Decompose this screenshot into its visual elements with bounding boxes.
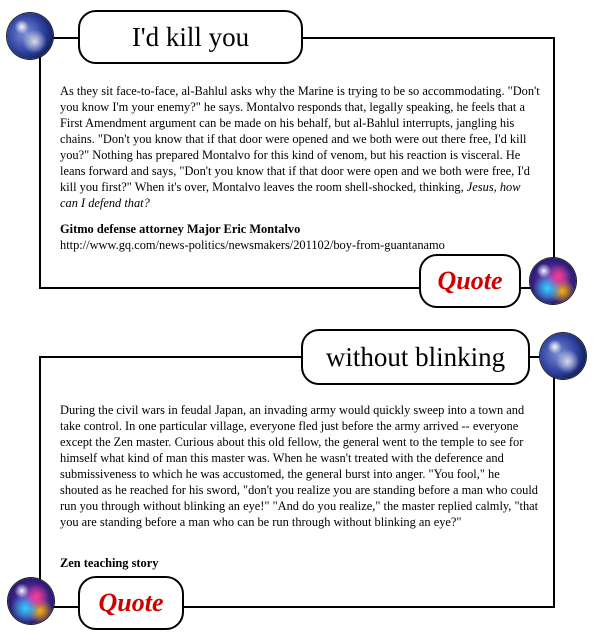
earth-globe-icon xyxy=(540,333,586,379)
colorful-globe-icon xyxy=(8,578,54,624)
quote-body-1-italic: Jesus, how can I defend that? xyxy=(60,180,521,210)
quote-body-1-text: As they sit face-to-face, al-Bahlul asks why the Marine is trying to be so accommodating. "Don't you know I'm your enemy?" he says. Montalvo responds that, legally speaking, he feels that a First Amendment argument can be made on his behalf, but al-Bahlul interrupts, jangling his chains. "Don't you know that if that door were opened and we both were out there free, I'd kill you?" Nothing has prepared Montalvo for this kind of venom, but his reaction is visceral. He leans forward and says, "Don't you know that if that door were open and we both were free, I'd kill you first?" When it's over, Montalvo leaves the room shell-shocked, thinking, xyxy=(60,84,540,194)
quote-attribution-1: Gitmo defense attorney Major Eric Montalvo xyxy=(60,222,301,236)
quote-body-1 xyxy=(60,83,540,211)
quote-body-2: During the civil wars in feudal Japan, an invading army would quickly sweep into a town and take control. In one particular village, everyone fled just before the army arrived -- everyone except the Zen master. Curious about this old fellow, the general went to the temple to see for himself what kind of man this master was. When he wasn't treated with the deference and submissiveness to which he was accustomed, the general burst into anger. "You fool," he shouted as he reached for his sword, "don't you realize you are standing before a man who could run you through without blinking an eye!" "And do you realize," the master replied calmly, "that you are standing before a man who can be run through without blinking an eye?" xyxy=(60,403,539,529)
quote-badge-1: Quote xyxy=(419,254,521,308)
quote-source-link-1[interactable]: http://www.gq.com/news-politics/newsmakers/201102/boy-from-guantanamo xyxy=(60,238,445,252)
quote-attribution-2: Zen teaching story xyxy=(60,556,159,570)
quote-title-1: I'd kill you xyxy=(78,10,303,64)
colorful-globe-icon xyxy=(530,258,576,304)
quote-badge-2: Quote xyxy=(78,576,184,630)
quote-title-2: without blinking xyxy=(301,329,530,385)
earth-globe-icon xyxy=(7,13,53,59)
